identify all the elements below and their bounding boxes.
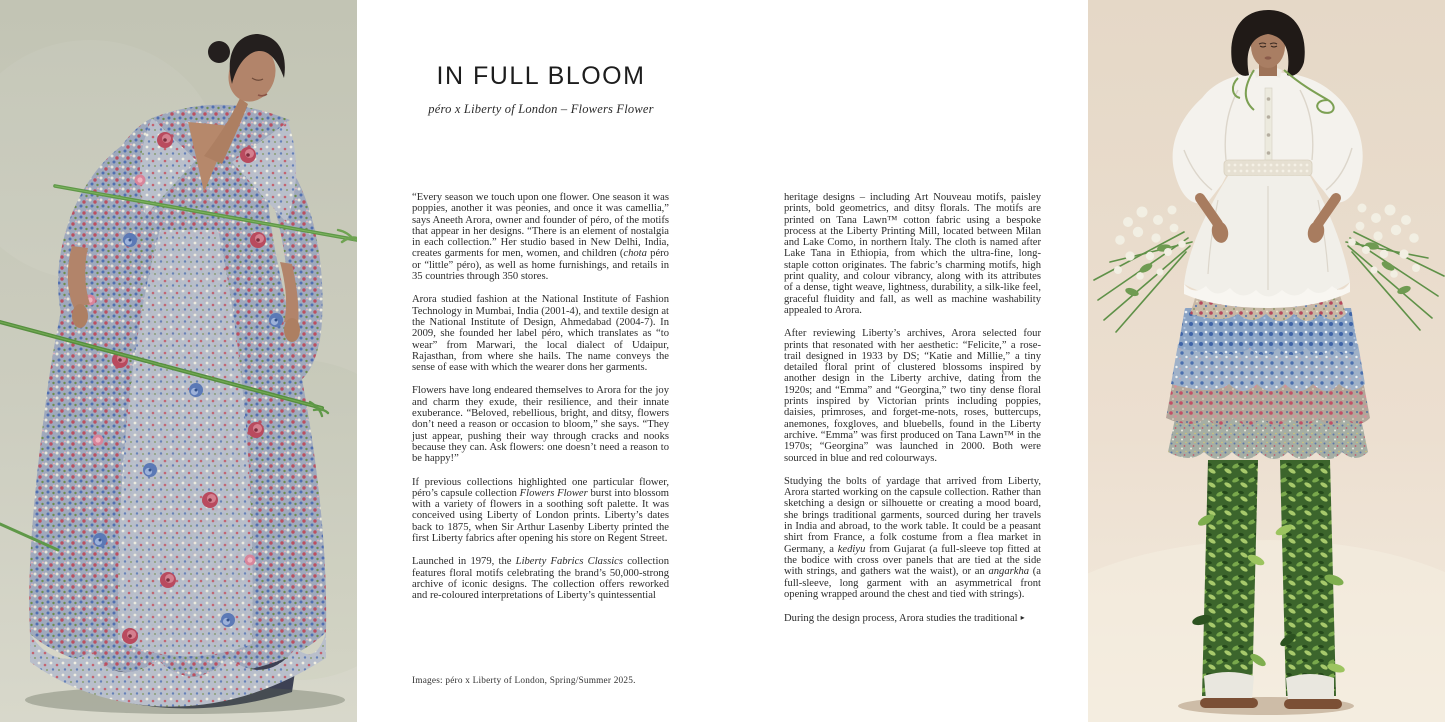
paragraph: If previous collections highlighted one particular flower, péro’s capsule collection Flowers Flower burst into blossom with a variety of flowers in a soothing soft palette. It was conceived using Liberty of London prints. Liberty’s dates back to 1875, when Sir Arthur Lasenby Liberty printed the first Liberty fabrics after opening his store on Regent Street. xyxy=(412,476,669,545)
paragraph: Flowers have long endeared themselves to Arora for the joy and charm they exude, their resilience, and their innate exuberance. “Beloved, rebellious, bright, and ditsy, flowers don’t need a reason or occasion to bloom,” she says. “They just appear, pushing their way through cracks and nooks because they can. Ask flowers: one doesn’t need a reason to be happy!” xyxy=(412,385,669,465)
left-photo-illustration xyxy=(0,0,357,722)
white-blouse-and-apron xyxy=(1173,67,1363,308)
left-photo xyxy=(0,0,357,722)
paragraph: Launched in 1979, the Liberty Fabrics Classics collection features floral motifs celebrating the brand’s 50,000-strong archive of iconic designs. The collection offers reworked and re-coloured interpretations of Liberty’s quintessential xyxy=(412,556,669,602)
paragraph: Studying the bolts of yardage that arrived from Liberty, Arora started working on the capsule collection. Rather than sketching a design or silhouette or creating a mood board, she brings traditional garments, sourced during her travels in India and abroad, to the work table. It could be a peasant shirt from France, a folk costume from a flea market in Germany, a kediyu from Gujarat (a full-sleeve top fitted at the bodice with cross over panels that are tied at the side with strings, and gathers wat the waist), or an angarkha (a full-sleeve, long garment with an asymmetrical front opening wrapped around the chest and tied with strings). xyxy=(784,475,1041,600)
page-title: IN FULL BLOOM xyxy=(436,62,646,90)
paragraph: After reviewing Liberty’s archives, Arora selected four prints that resonated with her aesthetic: “Felicite,” a rose-trail designed in 1933 by DS; “Katie and Millie,” a tiny detailed floral print of clustered blossoms inspired by another design in the Liberty archive, dating from the 1920s; and “Emma” and “Georgina,” two tiny dense floral prints inspired by Victorian prints including poppies, daisies, primroses, and forget-me-nots, roses, buttercups, anemones, foxgloves, and bluebells, found in the Liberty archive. “Emma” was first produced on Tana Lawn™ in the 1970s; “Georgina” was launched in 2000. Both were sourced in blue and red colourways. xyxy=(784,328,1041,464)
article-column-1 xyxy=(412,192,669,614)
article-panel xyxy=(357,0,1088,722)
lace-waistband xyxy=(1224,160,1312,176)
paragraph: “Every season we touch upon one flower. One season it was poppies, another it was peonies, and once it was camellia,” says Aneeth Arora, owner and founder of péro, of the motifs that appear in her designs. “There is an element of nostalgia in each collection.” Her studio based in New Delhi, India, creates garments for men, women, and children (chota péro or “little” péro), as well as home furnishings, and retails in 35 countries through 350 stores. xyxy=(412,192,669,283)
continuation-arrow-icon: ▸ xyxy=(1020,613,1025,623)
right-photo xyxy=(1088,0,1445,722)
tiered-floral-skirt xyxy=(1166,283,1370,459)
paragraph: During the design process, Arora studies the traditional ▸ xyxy=(784,613,1025,625)
article-header xyxy=(412,62,670,117)
right-photo-illustration xyxy=(1088,0,1445,722)
image-credit-caption: Images: péro x Liberty of London, Spring/Summer 2025. xyxy=(412,676,636,686)
article-column-2 xyxy=(784,192,1041,636)
paragraph: heritage designs – including Art Nouveau motifs, paisley prints, bold geometrics, and ditsy florals. The motifs are printed on Tana Lawn™ cotton fabric using a bespoke process at the Liberty Printing Mill, located between Milan and Lake Como, in northern Italy. The cloth is named after Lake Tana in Ethiopia, from which the ultra-fine, long-staple cotton originates. The fabric’s charming motifs, high print quality, and colour vibrancy, along with its attributes of a dense, tight weave, lightness, durability, a silk-like feel, graceful fluidity and fall, as well as machine washability appealed to Arora. xyxy=(784,192,1041,316)
article-subtitle: péro x Liberty of London – Flowers Flower xyxy=(428,102,654,116)
paragraph: Arora studied fashion at the National Institute of Fashion Technology in Mumbai, India (2001-4), and textile design at the National Institute of Design, Ahmedabad (2004-7). In 2009, she founded her label péro, which translates as “to wear” from Marwari, the local dialect of Udaipur, Rajasthan, from where she hails. The name conveys the sense of ease with which the wearer dons her garments. xyxy=(412,294,669,374)
